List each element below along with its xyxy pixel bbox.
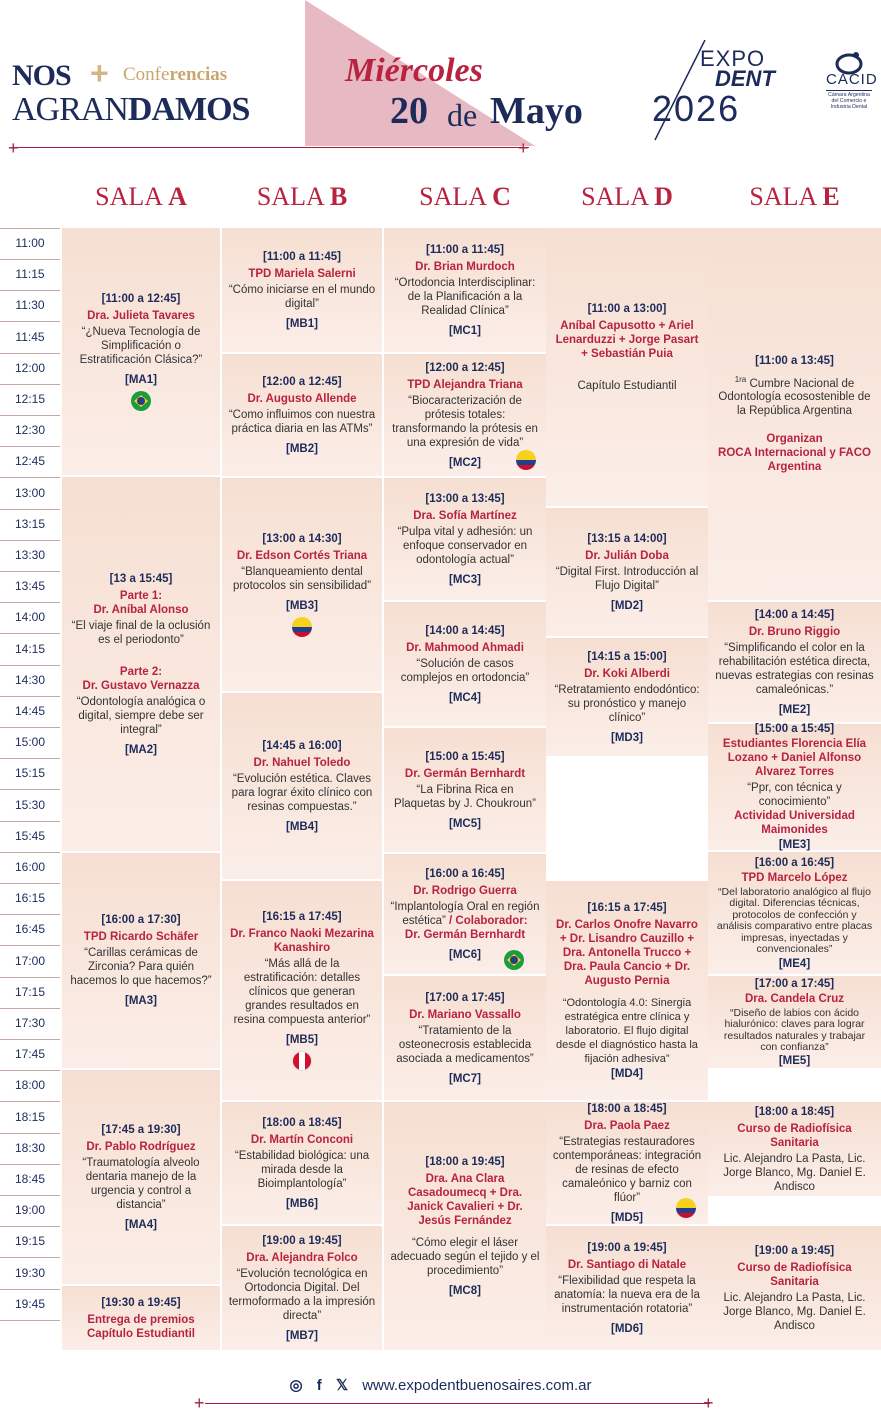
- time-label: 17:00: [14, 953, 46, 968]
- session-part2: Parte 2:: [119, 665, 163, 678]
- session-speaker: Dr. Nahuel Toledo: [253, 756, 351, 769]
- session-speaker: Dr. Koki Alberdi: [584, 667, 670, 680]
- session-code: [MD3]: [611, 731, 643, 744]
- time-label: 15:45: [14, 828, 46, 843]
- session-title: “La Fibrina Rica en Plaquetas by J. Choukroun”: [394, 783, 536, 810]
- cacid-subtitle: Cámara Argentina del Comercio e Industria Dental: [826, 90, 872, 110]
- time-label: 17:30: [14, 1016, 46, 1030]
- session-me5[interactable]: [708, 976, 881, 1068]
- session-ma4[interactable]: [62, 1070, 220, 1284]
- session-md3[interactable]: [546, 638, 708, 756]
- session-time: [19:00 a 19:45]: [262, 1234, 342, 1247]
- time-label: 12:15: [14, 392, 46, 406]
- session-time: [16:00 a 16:45]: [425, 867, 505, 880]
- session-speaker: Dr. Franco Naoki Mezarina Kanashiro: [230, 928, 374, 954]
- session-mb7[interactable]: [222, 1226, 382, 1350]
- header: [0, 0, 881, 160]
- session-time: [18:00 a 19:45]: [425, 1155, 505, 1168]
- session-speaker: TPD Ricardo Schäfer: [83, 931, 199, 943]
- session-speaker: Dr. Rodrigo Guerra: [413, 884, 517, 897]
- session-title: “Del laboratorio analógico al flujo digital. Diferencias técnicas, protocolos de confección y análisis comparativo entre placas impresas, inyectadas y convencionales”: [716, 885, 873, 955]
- time-label: 11:45: [15, 329, 45, 344]
- session-time: [11:00 a 11:45]: [425, 243, 504, 256]
- session-code: [MA4]: [125, 1218, 157, 1231]
- session-time: [16:15 a 17:45]: [262, 911, 342, 923]
- session-me4[interactable]: [708, 852, 881, 974]
- session-time: [18:00 a 18:45]: [262, 1116, 342, 1129]
- session-mb3[interactable]: [222, 478, 382, 691]
- session-speaker: Entrega de premios Capítulo Estudiantil: [87, 1313, 195, 1340]
- session-title: “Pulpa vital y adhesión: un enfoque conservador en odontología actual”: [397, 525, 533, 566]
- brand-conferencias: Conferencias: [123, 64, 228, 85]
- time-label: 15:15: [14, 766, 46, 781]
- session-code: [MA3]: [125, 995, 157, 1007]
- session-mc1[interactable]: [384, 228, 546, 352]
- session-time: [14:15 a 15:00]: [587, 650, 667, 663]
- session-time: [17:45 a 19:30]: [101, 1123, 181, 1136]
- session-code: [MA2]: [125, 743, 157, 756]
- sala-b-header: SALA B: [256, 182, 348, 211]
- session-code: [ME4]: [778, 957, 811, 970]
- sala-e-header: SALA E: [749, 182, 840, 211]
- time-label: 13:15: [14, 516, 46, 531]
- session-ma3[interactable]: [62, 853, 220, 1068]
- session-speaker: Dra. Paola Paez: [584, 1119, 670, 1132]
- session-time: [11:00 a 11:45]: [262, 250, 341, 263]
- session-code: [MC3]: [449, 573, 481, 586]
- session-speaker: Dr. Augusto Allende: [247, 392, 357, 405]
- session-time: [13:00 a 13:45]: [425, 492, 505, 505]
- session-title: “Odontología 4.0: Sinergia estratégica entre clínica y laboratorio. El flujo digital desde el diagnóstico hasta la fijación adhesiva”: [556, 996, 698, 1065]
- cacid-emblem-icon: [834, 50, 864, 76]
- session-code: [MD6]: [611, 1322, 643, 1335]
- session-speaker: Dr. Carlos Onofre Navarro + Dr. Lisandro Cauzillo + Dra. Antonella Trucco + Dra. Paula Cancio + Dr. Augusto Pernia: [556, 918, 698, 987]
- time-label: 14:15: [14, 641, 46, 656]
- time-label: 12:00: [14, 360, 46, 375]
- time-label: 13:45: [14, 579, 46, 594]
- session-speaker: Dr. Pablo Rodríguez: [86, 1140, 196, 1153]
- session-me6[interactable]: [708, 1102, 881, 1196]
- session-speaker: Dr. Julián Doba: [585, 549, 669, 562]
- session-ma2[interactable]: [62, 477, 220, 851]
- instagram-icon[interactable]: ◎: [289, 1377, 303, 1394]
- time-label: 19:15: [14, 1234, 46, 1249]
- session-title: “Evolución tecnológica en Ortodoncia Digital. Del termoformado a la impresión directa”: [228, 1267, 376, 1322]
- session-code: [MC6]: [449, 948, 481, 961]
- session-speaker: Dr. Gustavo Vernazza: [82, 679, 200, 692]
- session-md5[interactable]: [546, 1102, 708, 1224]
- session-title: “Ortodoncia Interdisciplinar: de la Planificación a la Realidad Clínica”: [394, 276, 536, 317]
- session-me2[interactable]: [708, 602, 881, 722]
- session-time: [16:00 a 17:30]: [101, 914, 181, 926]
- session-speaker: Dr. Santiago di Natale: [567, 1258, 687, 1271]
- expodent-logo-expo: EXPO: [700, 46, 766, 71]
- session-code: [MD2]: [611, 599, 643, 612]
- session-mb2[interactable]: [222, 354, 382, 476]
- footer: [0, 1376, 881, 1396]
- session-title: “Evolución estética. Claves para lograr éxito clínico con resinas compuestas.”: [231, 772, 373, 813]
- session-speaker: Curso de Radiofísica Sanitaria: [737, 1122, 852, 1149]
- sala-d-header: SALA D: [581, 182, 673, 211]
- session-title: “Biocaracterización de prótesis totales: transformando la prótesis en una expresión de vida”: [392, 394, 538, 449]
- event-date-de: de: [447, 97, 478, 133]
- session-me3[interactable]: [708, 724, 881, 850]
- session-time: [18:00 a 18:45]: [587, 1102, 667, 1115]
- time-label: 14:45: [14, 704, 46, 718]
- session-title: “Ppr, con técnica y conocimiento”: [747, 782, 842, 808]
- session-title: $^{1ra}$ Cumbre Nacional de Odontología ecosostenible de la República Argentina: [718, 374, 871, 418]
- session-time: [16:00 a 16:45]: [754, 856, 835, 869]
- session-title: “Retratamiento endodóntico: su pronóstico y manejo clínico”: [554, 683, 700, 724]
- session-ma1[interactable]: [62, 228, 220, 475]
- session-title: “Odontología analógica o digital, siempre debe ser integral”: [76, 695, 206, 736]
- session-me7[interactable]: [708, 1226, 881, 1350]
- session-speaker: Estudiantes Florencia Elía Lozano + Daniel Alfonso Alvarez Torres: [722, 738, 867, 778]
- session-title: “¿Nueva Tecnología de Simplificación o Estratificación Clásica?”: [79, 326, 203, 366]
- session-code: [MD5]: [611, 1211, 643, 1224]
- session-md1[interactable]: [546, 228, 708, 506]
- event-day: Miércoles: [345, 52, 483, 89]
- session-title: “Simplificando el color en la rehabilitación estética directa, nuevas estrategias con resinas camaleónicas.”: [715, 641, 874, 696]
- session-speaker: Dra. Candela Cruz: [744, 992, 845, 1005]
- session-md4[interactable]: [546, 881, 708, 1100]
- session-code: [MD4]: [611, 1067, 643, 1080]
- time-label: 19:00: [14, 1203, 46, 1218]
- time-label: 14:00: [14, 610, 46, 625]
- session-speaker: TPD Marcelo López: [741, 871, 848, 884]
- colombia-flag-icon: [676, 1198, 696, 1218]
- time-label: 11:00: [15, 236, 45, 250]
- session-code: [ME2]: [778, 703, 811, 716]
- session-time: [15:00 a 15:45]: [425, 750, 505, 763]
- brazil-flag-icon: [504, 950, 524, 970]
- session-title: “Solución de casos complejos en ortodoncia”: [400, 657, 530, 684]
- session-mb4[interactable]: [222, 693, 382, 879]
- time-label: 14:30: [14, 672, 46, 687]
- time-label: 12:45: [14, 454, 46, 469]
- session-time: [19:00 a 19:45]: [587, 1241, 667, 1254]
- session-code: [ME3]: [778, 839, 811, 851]
- cacid-title: CACID: [826, 71, 878, 88]
- session-speaker: Dr. Mahmood Ahmadi: [406, 641, 524, 654]
- session-time: [19:00 a 19:45]: [754, 1244, 835, 1257]
- session-code: [MC7]: [449, 1072, 481, 1085]
- header-divider: [14, 147, 529, 148]
- time-label: 18:30: [14, 1140, 46, 1155]
- session-mc4[interactable]: [384, 602, 546, 726]
- session-speaker: Dr. Martín Conconi: [250, 1133, 354, 1146]
- footer-divider: [205, 1403, 710, 1404]
- session-mb1[interactable]: [222, 228, 382, 352]
- session-me1[interactable]: [708, 228, 881, 600]
- session-time: [13:15 a 14:00]: [587, 532, 667, 545]
- time-label: 18:45: [14, 1172, 46, 1186]
- time-label: 17:45: [14, 1047, 46, 1062]
- session-collaborator: Dr. Germán Bernhardt: [404, 928, 526, 941]
- session-time: [19:30 a 19:45]: [101, 1296, 181, 1309]
- session-speaker: TPD Alejandra Triana: [407, 378, 523, 391]
- session-title: “Carillas cerámicas de Zirconia? Para quién hacemos lo que hacemos?”: [70, 947, 212, 987]
- session-time: [11:00 a 13:45]: [755, 354, 834, 367]
- session-title: “El viaje final de la oclusión es el periodonto”: [71, 619, 211, 646]
- session-md2[interactable]: [546, 508, 708, 636]
- sala-c-header: SALA C: [419, 182, 511, 211]
- x-icon[interactable]: 𝕏: [335, 1377, 349, 1394]
- session-speaker: Aníbal Capusotto + Ariel Lenarduzzi + Jorge Pasart + Sebastián Puia: [555, 319, 699, 360]
- session-title: “Flexibilidad que respeta la anatomía: la nueva era de la instrumentación rotatoria”: [554, 1274, 700, 1315]
- session-title: “Estrategias restauradores contemporáneas: integración de resinas de efecto camaleónico y barniz con flúor”: [552, 1135, 702, 1204]
- cacid-logo: [826, 50, 878, 110]
- session-speaker: Dr. Brian Murdoch: [415, 260, 515, 273]
- session-code: [MB1]: [286, 317, 318, 330]
- expodent-logo-dent: DENT: [715, 66, 775, 91]
- session-title: “Como influimos con nuestra práctica diaria en las ATMs”: [228, 408, 376, 435]
- session-time: [12:00 a 12:45]: [425, 361, 505, 374]
- session-mb6[interactable]: [222, 1102, 382, 1224]
- session-code: [MB5]: [286, 1034, 318, 1046]
- session-code: [MB4]: [286, 820, 318, 833]
- session-speaker: Dr. Mariano Vassallo: [409, 1008, 521, 1021]
- session-mc2[interactable]: [384, 354, 546, 476]
- session-speaker: Dr. Edson Cortés Triana: [236, 550, 368, 562]
- plus-icon: +: [518, 138, 529, 158]
- session-mc5[interactable]: [384, 728, 546, 852]
- session-title: “Cómo iniciarse en el mundo digital”: [228, 283, 376, 310]
- brand-plus: +: [90, 55, 109, 91]
- session-title: “Implantología Oral en región estética” / Colaborador:: [390, 900, 540, 927]
- time-divider: [0, 228, 60, 229]
- session-code: [MB2]: [286, 442, 318, 455]
- expodent-logo-year: 2026: [652, 88, 741, 129]
- session-time: [12:00 a 12:45]: [262, 375, 342, 388]
- time-label: 16:15: [14, 891, 46, 906]
- time-label: 13:00: [14, 485, 46, 500]
- plus-icon: +: [8, 138, 19, 158]
- session-title: “Tratamiento de la osteonecrosis establecida asociada a medicamentos”: [396, 1024, 534, 1065]
- time-label: 11:15: [15, 267, 45, 282]
- time-label: 16:00: [14, 860, 46, 874]
- session-time: [18:00 a 18:45]: [754, 1105, 835, 1118]
- session-title: “Diseño de labios con ácido hialurónico: claves para lograr resultados naturales y trabajar con confianza”: [723, 1006, 866, 1053]
- time-label: 13:30: [14, 548, 46, 562]
- session-time: [13 a 15:45]: [109, 572, 173, 585]
- session-mc6[interactable]: [384, 854, 546, 974]
- session-code: [MC4]: [449, 691, 481, 704]
- session-organizer: ROCA Internacional y FACO Argentina: [718, 447, 871, 474]
- time-label: 15:30: [14, 797, 46, 812]
- time-label: 19:45: [14, 1296, 46, 1311]
- brand-nos: NOS: [12, 59, 71, 92]
- session-time: [11:00 a 12:45]: [101, 293, 181, 305]
- time-label: 15:00: [14, 735, 46, 750]
- event-date-month: Mayo: [490, 90, 583, 132]
- session-time: [15:00 a 15:45]: [754, 723, 835, 735]
- session-code: [MC2]: [449, 456, 481, 469]
- session-title: “Digital First. Introducción al Flujo Digital”: [555, 565, 699, 592]
- session-code: [MB7]: [286, 1329, 318, 1342]
- session-time: [17:00 a 17:45]: [425, 991, 505, 1004]
- session-title: “Blanqueamiento dental protocolos sin sensibilidad”: [232, 566, 372, 592]
- session-code: [MB6]: [286, 1197, 318, 1210]
- session-time: [17:00 a 17:45]: [754, 977, 835, 990]
- session-part1: Parte 1:: [119, 589, 163, 602]
- session-speaker: TPD Mariela Salerni: [248, 267, 356, 280]
- time-label: 18:15: [14, 1109, 46, 1124]
- session-code: [ME5]: [778, 1054, 811, 1067]
- facebook-icon[interactable]: f: [316, 1377, 322, 1394]
- plus-icon: +: [194, 1393, 205, 1413]
- session-mc7[interactable]: [384, 976, 546, 1100]
- session-title: Capítulo Estudiantil: [577, 379, 677, 392]
- colombia-flag-icon: [292, 617, 312, 637]
- website-link[interactable]: www.expodentbuenosaires.com.ar: [362, 1377, 592, 1394]
- session-speaker: Dra. Sofía Martínez: [413, 509, 517, 522]
- session-title: “Traumatología alveolo dentaria manejo de la urgencia y control a distancia”: [82, 1156, 200, 1211]
- session-code: [MC1]: [449, 324, 481, 337]
- event-date-number: 20: [390, 90, 428, 132]
- session-mc8[interactable]: [384, 1102, 546, 1350]
- session-title: “Estabilidad biológica: una mirada desde la Bioimplantología”: [234, 1149, 370, 1190]
- session-extra: Actividad Universidad Maimonides: [734, 810, 855, 836]
- peru-flag-icon: [292, 1051, 312, 1071]
- session-time: [13:00 a 14:30]: [262, 533, 342, 545]
- session-time: [14:45 a 16:00]: [262, 739, 342, 752]
- session-md6[interactable]: [546, 1226, 708, 1350]
- session-speaker: Dra. Alejandra Folco: [246, 1251, 358, 1264]
- session-speaker: Dr. Germán Bernhardt: [404, 767, 526, 780]
- session-ma5[interactable]: [62, 1286, 220, 1350]
- session-code: [MA1]: [125, 374, 157, 386]
- session-code: [MB3]: [286, 600, 318, 612]
- brazil-flag-icon: [131, 391, 151, 411]
- session-speaker: Dr. Bruno Riggio: [748, 625, 841, 638]
- session-title: Lic. Alejandro La Pasta, Lic. Jorge Blanco, Mg. Daniel E. Andisco: [723, 1152, 866, 1193]
- session-speaker: Curso de Radiofísica Sanitaria: [737, 1261, 852, 1288]
- time-label: 16:45: [14, 922, 46, 937]
- time-divider: [0, 1320, 60, 1321]
- colombia-flag-icon: [516, 450, 536, 470]
- time-label: 18:00: [14, 1078, 46, 1093]
- time-label: 19:30: [14, 1265, 46, 1280]
- session-mb5[interactable]: [222, 881, 382, 1100]
- session-code: [MC8]: [449, 1284, 481, 1297]
- sala-a-header: SALA A: [95, 182, 187, 211]
- brand-agrandamos: AGRANDAMOS: [12, 91, 250, 128]
- time-label: 12:30: [14, 423, 46, 438]
- session-speaker: Dra. Ana Clara Casadoumecq + Dra. Janick Cavalieri + Dr. Jesús Fernández: [407, 1172, 523, 1227]
- session-mc3[interactable]: [384, 478, 546, 600]
- session-time: [11:00 a 13:00]: [587, 302, 667, 315]
- session-speaker: Dra. Julieta Tavares: [87, 310, 195, 322]
- session-organizer-label: Organizan: [766, 433, 823, 446]
- time-label: 17:15: [14, 984, 46, 999]
- session-speaker: Dr. Aníbal Alonso: [93, 603, 189, 616]
- session-code: [MC5]: [449, 817, 481, 830]
- session-time: [16:15 a 17:45]: [587, 901, 667, 914]
- session-time: [14:00 a 14:45]: [425, 624, 505, 637]
- time-label: 11:30: [15, 298, 45, 313]
- session-title: “Más allá de la estratificación: detalles clínicos que generan grandes resultados en resina compuesta anterior”: [233, 958, 371, 1026]
- session-title: “Cómo elegir el láser adecuado según el tejido y el procedimiento”: [390, 1236, 540, 1277]
- session-title: Lic. Alejandro La Pasta, Lic. Jorge Blanco, Mg. Daniel E. Andisco: [723, 1291, 866, 1332]
- plus-icon: +: [703, 1393, 714, 1413]
- session-time: [14:00 a 14:45]: [754, 608, 835, 621]
